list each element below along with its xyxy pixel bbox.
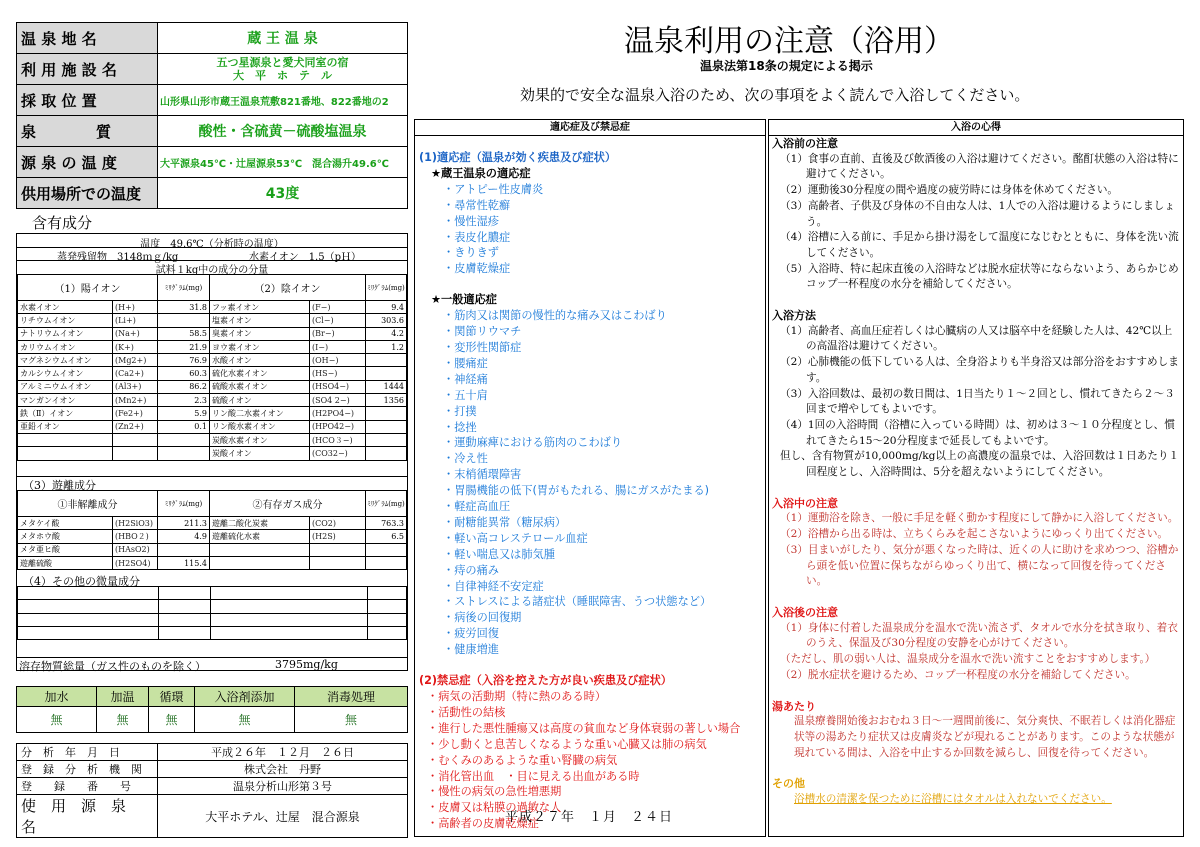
cation-value: 21.9: [158, 340, 210, 353]
anion-name: 炭酸水素イオン: [210, 433, 310, 446]
cation-value: 2.3: [158, 394, 210, 407]
info-label: 供用場所での温度: [17, 178, 158, 209]
method-item: （3）入浴回数は、最初の数日間は、1日当たり１～２回とし、慣れてきたら２～３回まで増やしてもよいです。: [780, 387, 1175, 416]
contraindication-item: ・皮膚又は粘膜の過敏な人: [427, 801, 562, 815]
general-indication-item: ・関節リウマチ: [443, 325, 522, 339]
free-header-row: [18, 491, 407, 517]
meta-label: 使 用 源 泉 名: [17, 795, 158, 838]
meta-value: 温泉分析山形第３号: [158, 778, 408, 795]
indications-title: 適応症及び禁忌症: [415, 120, 765, 136]
anion-value: 303.6: [366, 314, 407, 327]
gas-formula: (CO2): [310, 517, 366, 530]
cation-value: [158, 433, 210, 446]
anion-formula: (HCO３−): [310, 433, 366, 446]
contraindication-item: ・病気の活動期（特に熱のある時）: [427, 690, 607, 703]
cation-value: 58.5: [158, 327, 210, 340]
before-item: （1）食事の直前、直後及び飲酒後の入浴は避けてください。酩酊状態の入浴は特に避けてください。: [780, 152, 1179, 181]
nondiss-formula: (H2SiO3): [113, 517, 158, 530]
mg-header: ﾐﾘｸﾞﾗﾑ(mg): [366, 275, 407, 301]
general-indication-item: ・疲労回復: [443, 627, 499, 641]
during-heading: 入浴中の注意: [772, 496, 838, 510]
general-indication-item: ・末梢循環障害: [443, 468, 522, 482]
gas-name: 遊離二酸化炭素: [210, 517, 310, 530]
meta-row: [17, 761, 408, 778]
anion-name: 炭酸イオン: [210, 447, 310, 460]
general-indication-item: ・胃腸機能の低下(胃がもたれる、腸にガスがたまる): [443, 484, 710, 498]
nondiss-name: 遊離硫酸: [18, 556, 113, 569]
anion-value: 1356: [366, 394, 407, 407]
cation-value: 5.9: [158, 407, 210, 420]
method-item: （2）心肺機能の低下している人は、全身浴よりも半身浴又は部分浴をおすすめします。: [780, 356, 1179, 384]
cation-name: カルシウムイオン: [18, 367, 113, 380]
gas-value: [366, 543, 407, 556]
additive-header: 加温: [97, 687, 149, 707]
general-heading: ★一般適応症: [431, 293, 497, 307]
cation-name: 水素イオン: [18, 301, 113, 314]
anion-value: [366, 433, 407, 446]
free-row: [18, 517, 407, 530]
gas-name: [210, 543, 310, 556]
spring-info-table: [16, 22, 408, 209]
yuatari-heading: 湯あたり: [772, 699, 816, 713]
yuatari-text: 温泉療養開始後おおむね３日～一週間前後に、気分爽快、不眠若しくは消化器症状等の湯あたり症状又は皮膚炎などが現れることがあります。このような状態が現れている間は、入浴を中止するか回数を減らし、回復を待ってください。: [794, 715, 1176, 759]
additives-table: [16, 686, 408, 733]
bathing-content: [772, 136, 1180, 808]
anion-name: 硫酸イオン: [210, 394, 310, 407]
zao-indication-item: ・尋常性乾癬: [443, 198, 511, 212]
meta-row: [17, 778, 408, 795]
gas-value: 6.5: [366, 530, 407, 543]
anion-formula: (CO32−): [310, 447, 366, 460]
bathing-title: 入浴の心得: [769, 120, 1183, 136]
anion-formula: (SO4 2−): [310, 394, 366, 407]
meta-row: [17, 744, 408, 761]
meta-label: 登 録 番 号: [17, 778, 158, 795]
general-indication-item: ・軽症高血圧: [443, 500, 511, 514]
contraindication-item: ・少し動くと息苦しくなるような重い心臓又は肺の病気: [427, 737, 707, 751]
after-list: [772, 621, 1180, 684]
additive-value: 無: [195, 707, 295, 733]
analysis-meta-table: [16, 743, 408, 838]
cation-formula: (Li+): [113, 314, 158, 327]
cation-formula: (Mn2+): [113, 394, 158, 407]
gas-name: [210, 556, 310, 569]
composition-box: [16, 233, 408, 671]
anion-value: [366, 447, 407, 460]
zao-indication-item: ・慢性湿疹: [443, 214, 499, 228]
gas-name: 遊離硫化水素: [210, 530, 310, 543]
additive-value: 無: [295, 707, 408, 733]
other-heading: その他: [772, 777, 805, 791]
after-item: （2）脱水症状を避けるため、コップ一杯程度の水分を補給してください。: [780, 668, 1136, 681]
cation-formula: [113, 433, 158, 446]
ion-row: [18, 327, 407, 340]
after-heading: 入浴後の注意: [772, 605, 838, 619]
ion-row: [18, 301, 407, 314]
anion-value: [366, 367, 407, 380]
anion-header: （2）陰イオン: [210, 275, 366, 301]
anion-value: 1444: [366, 380, 407, 393]
info-value: 山形県山形市蔵王温泉荒敷821番地、822番地の2: [158, 85, 408, 116]
additive-value: 無: [97, 707, 149, 733]
contraindication-item: ・進行した悪性腫瘍又は高度の貧血など身体衰弱の著しい場合: [427, 721, 741, 735]
before-item: （2）運動後30分程度の間や過度の疲労時には身体を休めてください。: [780, 184, 1119, 197]
anion-value: [366, 407, 407, 420]
zao-heading: ★蔵王温泉の適応症: [431, 166, 531, 180]
after-item: （ただし、肌の弱い人は、温泉成分を温水で洗い流すことをおすすめします。）: [780, 653, 1156, 666]
cation-formula: (Mg2+): [113, 354, 158, 367]
anion-value: [366, 420, 407, 433]
free-row: [18, 543, 407, 556]
gas-value: [366, 556, 407, 569]
nondiss-value: 211.3: [158, 517, 210, 530]
per-kg-line: 試料１kg中の成分の分量: [155, 265, 269, 276]
info-row: [17, 116, 408, 147]
contraindication-item: ・慢性の病気の急性増悪期: [427, 785, 562, 799]
total-value: 3795mg/kg: [275, 658, 338, 671]
anion-value: 4.2: [366, 327, 407, 340]
cation-value: [158, 447, 210, 460]
free-table: [17, 490, 407, 570]
anion-formula: (HPO42−): [310, 420, 366, 433]
gas-formula: [310, 556, 366, 569]
anion-formula: (Cl−): [310, 314, 366, 327]
trace-row: [18, 587, 407, 600]
cation-value: 60.3: [158, 367, 210, 380]
cation-value: [158, 314, 210, 327]
meta-value: 株式会社 丹野: [158, 761, 408, 778]
during-item: （2）浴槽から出る時は、立ちくらみを起こさないようにゆっくり出てください。: [780, 528, 1169, 541]
contraindication-item: ・むくみのあるような重い腎臓の病気: [427, 753, 618, 767]
anion-name: リン酸水素イオン: [210, 420, 310, 433]
nondiss-name: メタ亜ヒ酸: [18, 543, 113, 556]
anion-formula: (I−): [310, 340, 366, 353]
zao-indication-item: ・きりきず: [443, 246, 499, 260]
indications-box: [414, 119, 766, 837]
cation-name: ナトリウムイオン: [18, 327, 113, 340]
cation-header: （1）陽イオン: [18, 275, 158, 301]
general-indication-item: ・神経痛: [443, 372, 488, 386]
free-header: （3）遊離成分: [23, 479, 96, 492]
anion-name: 塩素イオン: [210, 314, 310, 327]
additive-header: 加水: [17, 687, 97, 707]
nondiss-name: メタケイ酸: [18, 517, 113, 530]
info-row: [17, 85, 408, 116]
zao-list: [419, 182, 763, 277]
method-item: （1）高齢者、高血圧症若しくは心臓病の人又は脳卒中を経験した人は、42℃以上の高温浴は避けてください。: [780, 324, 1173, 353]
cation-formula: (K+): [113, 340, 158, 353]
mg-header: ﾐﾘｸﾞﾗﾑ(mg): [366, 491, 407, 517]
method-heading: 入浴方法: [772, 309, 816, 323]
anion-name: リン酸二水素イオン: [210, 407, 310, 420]
cation-value: 76.9: [158, 354, 210, 367]
general-indication-item: ・軽い高コレステロール血症: [443, 531, 588, 545]
mg-header: ﾐﾘｸﾞﾗﾑ(mg): [158, 275, 210, 301]
posting-date: 平成２７年 １月 ２４日: [505, 810, 674, 825]
trace-row: [18, 626, 407, 639]
gas-formula: (H2S): [310, 530, 366, 543]
general-indication-item: ・自律神経不安定症: [443, 579, 544, 593]
trace-table: [17, 586, 407, 640]
info-label: 採 取 位 置: [17, 85, 158, 116]
other-text: 浴槽水の清潔を保つために浴槽にはタオルは入れないでください。: [794, 793, 1112, 806]
ion-row: [18, 354, 407, 367]
trace-row: [18, 600, 407, 613]
anion-formula: (HS−): [310, 367, 366, 380]
ion-table: [17, 274, 407, 461]
residue-line: 蒸発残留物 3148ｍｇ/kg: [57, 252, 179, 263]
additive-header: 入浴剤添加: [195, 687, 295, 707]
info-value: 大平源泉45℃・辻屋源泉53℃ 混合湯升49.6℃: [158, 147, 408, 178]
anion-name: 硫酸水素イオン: [210, 380, 310, 393]
total-label: 溶存物質総量（ガス性のものを除く）: [19, 660, 206, 673]
trace-header: （4）その他の微量成分: [23, 575, 140, 588]
bathing-box: [768, 119, 1184, 837]
during-item: （3）目まいがしたり、気分が悪くなった時は、近くの人に助けを求めつつ、浴槽から頭を低い位置に保ちながらゆっくり出て、横になって回復を待ってください。: [780, 543, 1179, 588]
temperature-line: 温度 49.6℃（分析時の温度）: [140, 239, 284, 250]
general-indication-item: ・耐糖能異常（糖尿病）: [443, 515, 567, 529]
cation-name: カリウムイオン: [18, 340, 113, 353]
during-list: [772, 511, 1180, 590]
page-title: 温泉利用の注意（浴用）: [624, 24, 954, 59]
before-item: （3）高齢者、子供及び身体の不自由な人は、1人での入浴は避けるようにしましょう。: [780, 199, 1175, 228]
cation-name: [18, 433, 113, 446]
cation-value: 31.8: [158, 301, 210, 314]
meta-label: 登 録 分 析 機 関: [17, 761, 158, 778]
cation-name: マグネシウムイオン: [18, 354, 113, 367]
additives-value-row: [17, 707, 408, 733]
nondiss-formula: (HBO２): [113, 530, 158, 543]
nondiss-formula: (H2SO4): [113, 556, 158, 569]
info-label: 利 用 施 設 名: [17, 54, 158, 85]
cation-formula: (H+): [113, 301, 158, 314]
anion-name: 水酸イオン: [210, 354, 310, 367]
cation-name: [18, 447, 113, 460]
cation-name: 鉄（Ⅱ）イオン: [18, 407, 113, 420]
method-list: [772, 324, 1180, 481]
info-label: 泉 質: [17, 116, 158, 147]
info-row: [17, 54, 408, 85]
before-heading: 入浴前の注意: [772, 137, 838, 150]
indications-content: [419, 150, 763, 832]
general-indication-item: ・冷え性: [443, 452, 488, 466]
additive-value: 無: [149, 707, 195, 733]
info-value: [158, 54, 408, 85]
anion-name: フッ素イオン: [210, 301, 310, 314]
general-indication-item: ・変形性関節症: [443, 340, 522, 354]
info-row: [17, 178, 408, 209]
additive-header: 消毒処理: [295, 687, 408, 707]
cation-name: アルミニウムイオン: [18, 380, 113, 393]
general-indication-item: ・捻挫: [443, 420, 477, 434]
gas-formula: [310, 543, 366, 556]
anion-name: 硫化水素イオン: [210, 367, 310, 380]
anion-value: 1.2: [366, 340, 407, 353]
anion-value: [366, 354, 407, 367]
before-item: （4）浴槽に入る前に、手足から掛け湯をして温度になじむとともに、身体を洗い流してください。: [780, 231, 1179, 259]
nondiss-name: メタホウ酸: [18, 530, 113, 543]
method-item: 但し、含有物質が10,000mg/kg以上の高濃度の温泉では、入浴回数は１日あたり１回程度とし、入浴時間は、5分を超えないようにしてください。: [780, 450, 1180, 479]
cation-formula: (Na+): [113, 327, 158, 340]
general-indication-item: ・病後の回復期: [443, 611, 522, 625]
zao-indication-item: ・皮膚乾燥症: [443, 262, 511, 276]
general-indication-item: ・健康増進: [443, 643, 499, 657]
ion-row: [18, 433, 407, 446]
info-row: [17, 23, 408, 54]
contraindication-item: ・高齢者の皮膚乾燥症: [427, 817, 539, 831]
zao-indication-item: ・表皮化膿症: [443, 230, 511, 244]
gas-value: 763.3: [366, 517, 407, 530]
general-indication-item: ・五十肩: [443, 388, 488, 402]
cation-name: マンガンイオン: [18, 394, 113, 407]
intro-text: 効果的で安全な温泉入浴のため、次の事項をよく読んで入浴してください。: [520, 86, 1030, 104]
free-row: [18, 556, 407, 569]
ion-header-row: [18, 275, 407, 301]
cation-formula: (Al3+): [113, 380, 158, 393]
anion-formula: (F−): [310, 301, 366, 314]
info-label: 温 泉 地 名: [17, 23, 158, 54]
nondiss-value: 4.9: [158, 530, 210, 543]
contraindication-item: ・消化管出血 ・目に見える出血がある時: [427, 769, 640, 783]
meta-label: 分 析 年 月 日: [17, 744, 158, 761]
nondiss-value: [158, 543, 210, 556]
during-item: （1）運動浴を除き、一般に手足を軽く動かす程度にして静かに入浴してください。: [780, 512, 1179, 525]
cation-formula: (Zn2+): [113, 420, 158, 433]
composition-title: 含有成分: [32, 214, 93, 232]
nondiss-formula: (HAsO2): [113, 543, 158, 556]
general-indication-item: ・ストレスによる諸症状（睡眠障害、うつ状態など）: [443, 595, 712, 609]
page-subtitle: 温泉法第18条の規定による掲示: [700, 59, 873, 73]
anion-formula: (H2PO4−): [310, 407, 366, 420]
additive-header: 循環: [149, 687, 195, 707]
info-value: 酸性・含硫黄－硫酸塩温泉: [158, 116, 408, 147]
zao-indication-item: ・アトピー性皮膚炎: [443, 182, 544, 196]
info-value: 43度: [158, 178, 408, 209]
anion-name: ヨウ素イオン: [210, 340, 310, 353]
general-list: [419, 308, 763, 658]
general-indication-item: ・筋肉又は関節の慢性的な痛み又はこわばり: [443, 309, 667, 323]
meta-value: 平成２６年 １２月 ２６日: [158, 744, 408, 761]
ion-row: [18, 314, 407, 327]
anion-formula: (OH−): [310, 354, 366, 367]
ion-row: [18, 340, 407, 353]
contraindication-item: ・活動性の結核: [427, 705, 506, 719]
free-row: [18, 530, 407, 543]
ph-line: 水素イオン 1.5（pＨ）: [249, 252, 362, 263]
general-indication-item: ・打撲: [443, 404, 477, 418]
ion-row: [18, 407, 407, 420]
general-indication-item: ・運動麻痺における筋肉のこわばり: [443, 436, 623, 450]
mg-header: ﾐﾘｸﾞﾗﾑ(mg): [158, 491, 210, 517]
trace-row: [18, 613, 407, 626]
nondiss-value: 115.4: [158, 556, 210, 569]
additive-value: 無: [17, 707, 97, 733]
before-list: [772, 152, 1180, 293]
ion-row: [18, 380, 407, 393]
gas-header: ②有存ガス成分: [210, 491, 366, 517]
info-row: [17, 147, 408, 178]
before-item: （5）入浴時、特に起床直後の入浴時などは脱水症状等にならないよう、あらかじめコップ一杯程度の水分を補給してください。: [780, 262, 1179, 291]
general-indication-item: ・軽い喘息又は肺気腫: [443, 547, 555, 561]
anion-formula: (Br−): [310, 327, 366, 340]
anion-formula: (HSO4−): [310, 380, 366, 393]
general-indication-item: ・腰痛症: [443, 356, 488, 370]
indications-heading: (1)適応症（温泉が効く疾患及び症状）: [419, 151, 617, 164]
info-value: 蔵 王 温 泉: [158, 23, 408, 54]
cation-name: リチウムイオン: [18, 314, 113, 327]
facility-line: 五つ星源泉と愛犬同室の宿: [216, 56, 349, 69]
anion-name: 臭素イオン: [210, 327, 310, 340]
nondiss-header: ①非解離成分: [18, 491, 158, 517]
meta-value: 大平ホテル、辻屋 混合源泉: [158, 795, 408, 838]
ion-row: [18, 394, 407, 407]
contraindications-heading: (2)禁忌症（入浴を控えた方が良い疾患及び症状）: [419, 674, 672, 688]
cation-formula: (Fe2+): [113, 407, 158, 420]
ion-row: [18, 367, 407, 380]
ion-row: [18, 420, 407, 433]
meta-row: [17, 795, 408, 838]
method-item: （4）1回の入浴時間（浴槽に入っている時間）は、初めは３～１０分程度とし、慣れてきたら15～20分程度まで延長してもよいです。: [780, 418, 1175, 447]
cation-name: 亜鉛イオン: [18, 420, 113, 433]
cation-formula: (Ca2+): [113, 367, 158, 380]
facility-line: 大 平 ホ テ ル: [233, 69, 332, 82]
info-label: 源 泉 の 温 度: [17, 147, 158, 178]
ion-row: [18, 447, 407, 460]
anion-value: 9.4: [366, 301, 407, 314]
cation-value: 86.2: [158, 380, 210, 393]
additives-header-row: [17, 687, 408, 707]
general-indication-item: ・痔の痛み: [443, 563, 499, 577]
cation-value: 0.1: [158, 420, 210, 433]
after-item: （1）身体に付着した温泉成分を温水で洗い流さず、タオルで水分を拭き取り、着衣のうえ、保温及び30分程度の安静を心がけてください。: [780, 621, 1178, 650]
cation-formula: [113, 447, 158, 460]
